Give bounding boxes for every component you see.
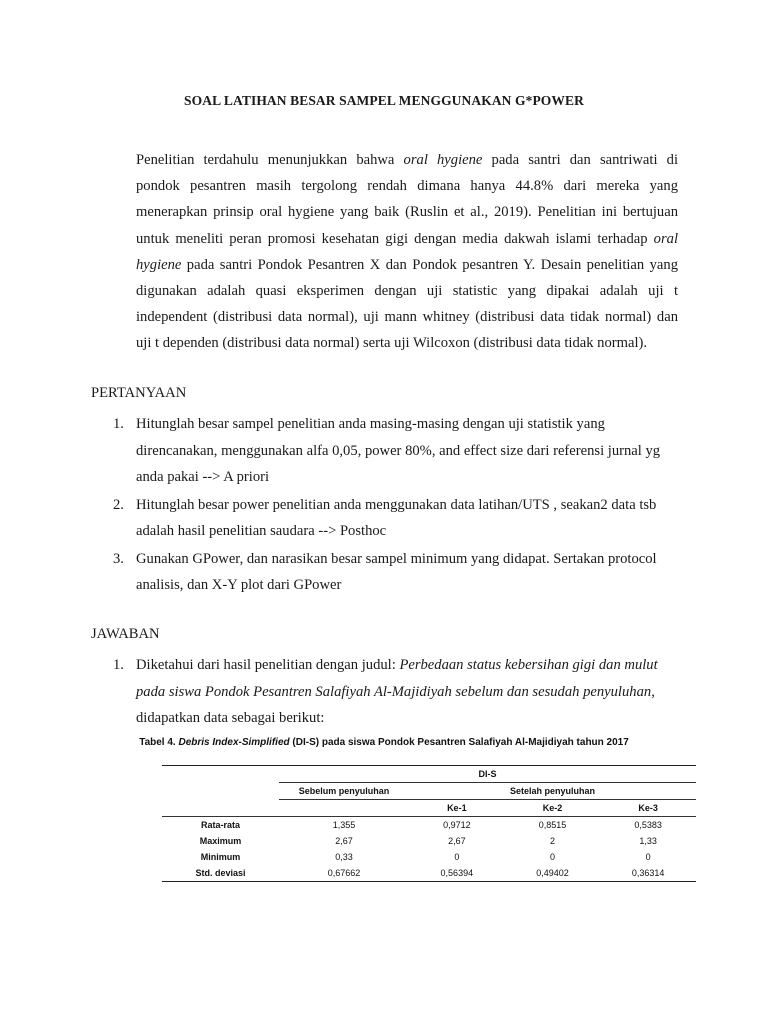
document-title: SOAL LATIHAN BESAR SAMPEL MENGGUNAKAN G*POWER [184,93,584,108]
paragraph-line: uji t dependen (distribusi data normal) serta uji Wilcoxon (distribusi data tidak normal). [136,335,648,352]
table-row: Maximum 2,67 2,67 2 1,33 [199,836,657,846]
table-row: Rata-rata 1,355 0,9712 0,8515 0,5383 [200,820,662,830]
sub-header: Ke-3 [600,800,696,817]
paragraph-line: digunakan adalah quasi eksperimen dengan uji statistic yang dipakai adalah uji t [136,282,678,299]
question-item-3: 3. Gunakan GPower, dan narasikan besar sampel minimum yang didapat. Sertakan protocol analisis, dan X-Y plot dari GPower [113,550,657,593]
before-header: Sebelum penyuluhan [279,783,409,800]
question-item-2: 2. Hitunglah besar power penelitian anda menggunakan data latihan/UTS , seakan2 data tsb adalah hasil penelitian saudara --> Posthoc [113,496,657,539]
intro-paragraph [136,147,678,357]
answers-heading: JAWABAN [91,626,160,642]
di-s-table [162,765,696,882]
sub-header: Ke-2 [505,800,601,817]
table-row: Minimum 0,33 0 0 0 [200,852,651,862]
paragraph-line: untuk meneliti peran promosi kesehatan gigi dengan media dakwah islami terhadap oral [136,230,678,247]
table-caption: Tabel 4. Debris Index-Simplified (DI-S) pada siswa Pondok Pesantren Salafiyah Al-Majidiyah tahun 2017 [139,737,629,748]
paragraph-line: pondok pesantren masih tergolong rendah dimana hanya 44.8% dari mereka yang [136,178,678,195]
answers-list [91,652,681,733]
questions-list [91,411,681,600]
paragraph-line: independent (distribusi data normal), uji mann whitney (distribusi data tidak normal) dan [136,309,678,326]
group-header: DI-S [279,766,696,783]
after-header: Setelah penyuluhan [409,783,696,800]
sub-header: Ke-1 [409,800,505,817]
paragraph-line: menerapkan prinsip oral hygiene yang baik (Ruslin et al., 2019). Penelitian ini bertujuan [136,204,678,221]
paragraph-line: hygiene pada santri Pondok Pesantren X dan Pondok pesantren Y. Desain penelitian yang [136,256,678,273]
answer-item-1: 1. Diketahui dari hasil penelitian dengan judul: Perbedaan status kebersihan gigi dan mulut pada siswa Pondok Pesantren Salafiyah Al-Majidiyah sebelum dan sesudah penyuluhan, didapatkan data sebagai berikut: [113,657,658,726]
questions-heading: PERTANYAAN [91,385,187,401]
question-item-1: 1. Hitunglah besar sampel penelitian anda masing-masing dengan uji statistik yang direncanakan, menggunakan alfa 0,05, power 80%, and effect size dari referensi jurnal yg anda pakai --> A priori [113,416,661,485]
paragraph-line: Penelitian terdahulu menunjukkan bahwa oral hygiene pada santri dan santriwati di [136,152,678,168]
table-row: Std. deviasi 0,67662 0,56394 0,49402 0,36314 [162,865,696,882]
